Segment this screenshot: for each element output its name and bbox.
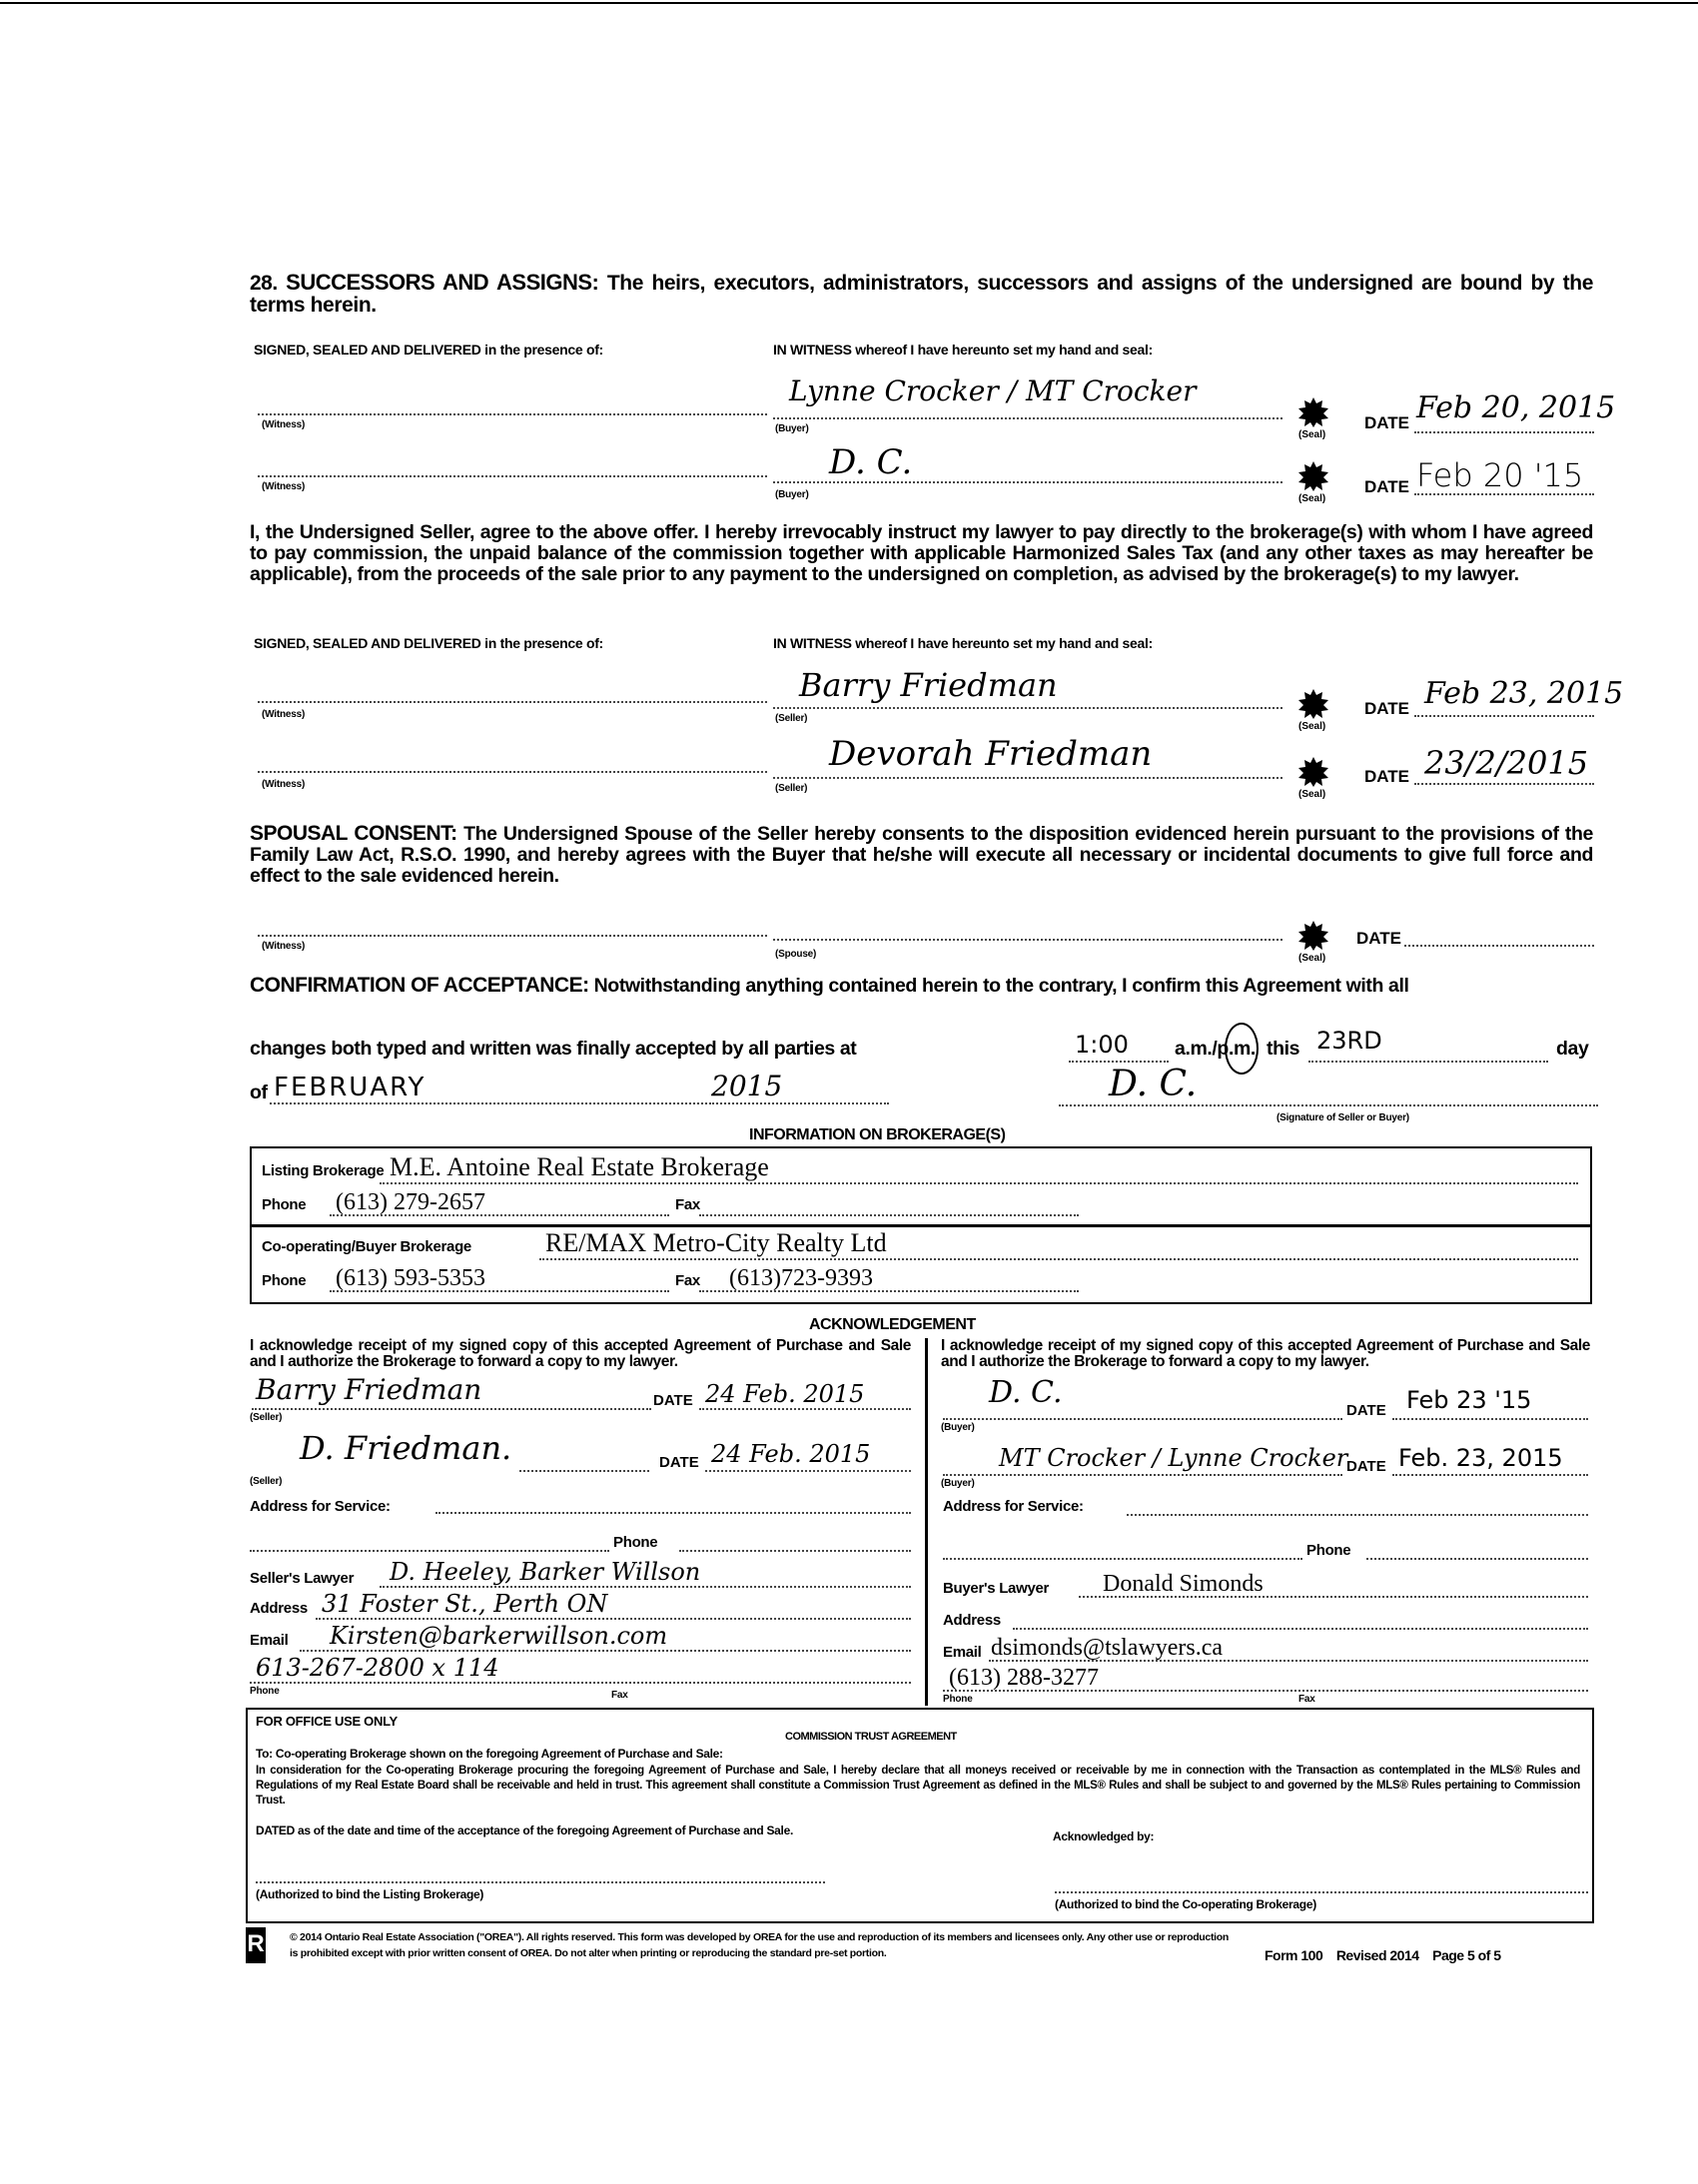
year-line[interactable] [709,1102,889,1104]
date-value: Feb 23 '15 [1406,1386,1532,1414]
buyer-lawyer-line[interactable] [1079,1596,1588,1598]
seller-lawyer-fax-label: Fax [611,1690,628,1701]
seal-icon [1298,921,1328,951]
buyer-caption: (Buyer) [775,489,809,500]
coop-phone-label: Phone [262,1272,307,1289]
date-label: DATE [653,1392,693,1409]
commission-trust-to: To: Co-operating Brokerage shown on the foregoing Agreement of Purchase and Sale: [256,1747,723,1761]
spouse-date-line[interactable] [1404,945,1594,947]
page-number: Page 5 of 5 [1432,1947,1501,1963]
listing-brokerage-line[interactable] [380,1182,1578,1184]
spousal-consent-title: SPOUSAL CONSENT: [250,822,457,845]
date-label: DATE [1364,477,1410,496]
listing-phone-label: Phone [262,1196,307,1213]
seal-icon [1298,461,1328,491]
form-number: Form 100 [1265,1947,1323,1963]
seal-caption: (Seal) [1298,721,1326,732]
commission-trust-title: COMMISSION TRUST AGREEMENT [785,1731,957,1743]
confirmation [250,975,1593,997]
buyer-lawyer-address-line[interactable] [1013,1628,1588,1630]
buyer-address-line-2[interactable] [943,1558,1302,1560]
date-line[interactable] [705,1470,911,1472]
seal-icon [1298,397,1328,427]
acceptance-year: 2015 [711,1070,783,1102]
seller-lawyer-phone-label: Phone [250,1686,280,1697]
seller-ack-signature: Barry Friedman [256,1373,482,1406]
buyer-phone-label: Phone [1306,1542,1351,1559]
spouse-signature-line[interactable] [773,939,1282,941]
this-label: this [1267,1038,1300,1060]
witness-caption: (Witness) [262,779,306,790]
date-label: DATE [1364,767,1410,786]
brokerage-info-title: INFORMATION ON BROKERAGE(S) [749,1126,1006,1143]
seller-lawyer-address-line[interactable] [316,1618,911,1620]
buyer-lawyer-phone-label: Phone [943,1694,973,1705]
ampm-label: a.m./p.m. [1175,1038,1256,1060]
acknowledgement-divider [925,1338,928,1706]
witness-line[interactable] [258,413,767,415]
seller-signature: Devorah Friedman [829,734,1153,774]
acceptance-month: FEBRUARY [274,1073,426,1102]
seller-caption: (Seller) [775,713,808,724]
seller-witness-label: IN WITNESS whereof I have hereunto set my hand and seal: [773,635,1153,651]
date-value: Feb 20, 2015 [1416,390,1616,425]
seal-caption: (Seal) [1298,493,1326,504]
seal-caption: (Seal) [1298,789,1326,800]
pm-circle-mark [1225,1023,1259,1075]
seller-address-line[interactable] [435,1512,911,1514]
coop-brokerage-line[interactable] [539,1258,1578,1260]
section-28 [250,272,1593,317]
date-value: Feb 20 '15 [1416,456,1584,494]
seller-ack-signature: D. Friedman. [300,1429,512,1467]
date-label: DATE [1364,413,1410,432]
date-value: Feb. 23, 2015 [1398,1444,1563,1472]
buyer-lawyer-value: Donald Simonds [1103,1571,1264,1597]
seller-address-line-2[interactable] [250,1550,609,1552]
section-28-title: SUCCESSORS AND ASSIGNS: [286,270,599,295]
buyer-phone-line[interactable] [1366,1558,1588,1560]
seller-phone-line[interactable] [679,1550,911,1552]
listing-phone-line[interactable] [330,1214,669,1216]
buyer-email-line[interactable] [989,1660,1588,1662]
coop-authorized-caption: (Authorized to bind the Co-operating Brokerage) [1055,1897,1316,1911]
coop-fax-label: Fax [675,1272,700,1289]
acceptance-signature-line[interactable] [1059,1104,1598,1106]
realtor-logo-letter: R [247,1930,265,1957]
listing-brokerage-value: M.E. Antoine Real Estate Brokerage [390,1152,769,1181]
acknowledgement-title: ACKNOWLEDGEMENT [809,1316,976,1333]
buyer-signature: Lynne Crocker / MT Crocker [789,374,1197,407]
witness-caption: (Witness) [262,419,306,430]
buyer-ack-signature: D. C. [989,1375,1063,1410]
seller-instruction: I, the Undersigned Seller, agree to the above offer. I hereby irrevocably instruct my lawyer to pay directly to the brokerage(s) with whom I have agreed to pay commission, the unpaid balance of the commission together with applicable Harmonized Sales Tax (and any other taxes as may hereafter be applicable), from the proceeds of the sale prior to any payment to the undersigned on completion, as advised by the brokerage(s) to my lawyer. [250,521,1593,585]
seller-signature-line[interactable] [773,707,1282,709]
date-line[interactable] [1414,431,1594,433]
buyer-caption: (Buyer) [941,1478,975,1489]
buyer-lawyer-label: Buyer's Lawyer [943,1580,1050,1597]
buyer-signature: D. C. [829,442,913,482]
date-line[interactable] [1392,1418,1588,1420]
confirmation-line2: changes both typed and written was finally accepted by all parties at [250,1038,857,1060]
seller-phone-label: Phone [613,1534,658,1551]
day-label: day [1556,1038,1589,1060]
buyer-address-label: Address for Service: [943,1498,1084,1515]
witness-caption: (Witness) [262,709,306,720]
month-line[interactable] [270,1102,707,1104]
date-label: DATE [1364,699,1410,718]
listing-authorized-caption: (Authorized to bind the Listing Brokerage) [256,1887,484,1901]
seller-presence-label: SIGNED, SEALED AND DELIVERED in the presence of: [254,635,603,651]
buyer-email-label: Email [943,1644,982,1661]
buyer-caption: (Buyer) [941,1422,975,1433]
acceptance-time: 1:00 [1075,1031,1129,1059]
coop-brokerage-label: Co-operating/Buyer Brokerage [262,1238,471,1255]
seller-signature: Barry Friedman [799,666,1058,704]
seller-lawyer-label: Seller's Lawyer [250,1570,355,1587]
spouse-caption: (Spouse) [775,949,817,960]
seal-icon [1298,689,1328,719]
section-28-text: The heirs, executors, administrators, successors and assigns of the undersigned are bound by the terms herein. [250,272,1593,317]
seller-lawyer-phone-value: 613-267-2800 x 114 [256,1654,499,1682]
buyer-ack-signature-line[interactable] [943,1418,1342,1420]
of-label: of [250,1082,268,1103]
buyer-caption: (Buyer) [775,423,809,434]
seal-icon [1298,757,1328,787]
buyer-address-line[interactable] [1127,1514,1588,1516]
buyer-presence-label: SIGNED, SEALED AND DELIVERED in the presence of: [254,342,603,358]
footer-copyright: © 2014 Ontario Real Estate Association ("OREA"). All rights reserved. This form was developed by OREA for the use and reproduction of its members and licensees only. Any other use or reproduction is prohibited except with prior written consent of OREA. Do not alter when printing or reproducing the standard pre-set portion. [290,1931,1230,1959]
buyer-lawyer-phone-line[interactable] [943,1690,1588,1692]
form-revised: Revised 2014 [1335,1947,1419,1963]
footer-form-info [1265,1947,1501,1963]
listing-phone-value: (613) 279-2657 [336,1189,485,1215]
seller-lawyer-value: D. Heeley, Barker Willson [390,1558,701,1586]
seller-signature-line[interactable] [773,777,1282,779]
buyer-email-value: dsimonds@tslawyers.ca [991,1635,1224,1661]
date-value: 23/2/2015 [1424,744,1589,782]
scan-top-border [0,2,1698,4]
office-use-label: FOR OFFICE USE ONLY [256,1714,398,1729]
spousal-consent-text: The Undersigned Spouse of the Seller hereby consents to the disposition evidenced herein pursuant to the provisions of the Family Law Act, R.S.O. 1990, and hereby agrees with the Buyer that he/she will execute all necessary or incidental documents to give full force and effect to the sale evidenced herein. [250,823,1593,887]
date-line[interactable] [699,1408,911,1410]
day-line[interactable] [1308,1061,1548,1063]
date-value: 24 Feb. 2015 [711,1440,871,1468]
seller-lawyer-line[interactable] [380,1586,911,1588]
seller-ack-text: I acknowledge receipt of my signed copy of this accepted Agreement of Purchase and Sale and I authorize the Brokerage to forward a copy to my lawyer. [250,1337,911,1370]
confirmation-title: CONFIRMATION OF ACCEPTANCE: [250,974,589,997]
realtor-logo [246,1927,266,1963]
date-value: 24 Feb. 2015 [705,1380,865,1408]
seller-email-line[interactable] [300,1650,911,1652]
spousal-consent [250,823,1593,887]
buyer-lawyer-fax-label: Fax [1298,1694,1315,1705]
witness-caption: (Witness) [262,481,306,492]
date-line[interactable] [1392,1474,1588,1476]
listing-fax-label: Fax [675,1196,700,1213]
coop-authorized-line[interactable] [1055,1891,1588,1893]
seller-caption: (Seller) [775,783,808,794]
witness-line[interactable] [258,475,767,477]
coop-phone-value: (613) 593-5353 [336,1265,485,1291]
date-label: DATE [1346,1402,1386,1419]
buyer-ack-text: I acknowledge receipt of my signed copy of this accepted Agreement of Purchase and Sale and I authorize the Brokerage to forward a copy to my lawyer. [941,1337,1590,1370]
listing-fax-line[interactable] [699,1214,1079,1216]
signature-caption: (Signature of Seller or Buyer) [1276,1112,1409,1123]
coop-phone-line[interactable] [330,1290,669,1292]
seller-lawyer-address-label: Address [250,1600,308,1617]
coop-brokerage-value: RE/MAX Metro-City Realty Ltd [545,1228,887,1257]
seller-caption: (Seller) [250,1476,283,1487]
buyer-lawyer-address-label: Address [943,1612,1001,1629]
spouse-witness-line[interactable] [258,935,767,937]
listing-authorized-line[interactable] [256,1881,825,1883]
seller-email-label: Email [250,1632,289,1649]
acceptance-signature: D. C. [1109,1064,1198,1104]
witness-line[interactable] [258,701,767,703]
section-28-number: 28. [250,272,278,295]
seller-caption: (Seller) [250,1412,283,1423]
seller-lawyer-address-value: 31 Foster St., Perth ON [322,1590,608,1618]
seal-caption: (Seal) [1298,429,1326,440]
witness-caption: (Witness) [262,941,306,952]
coop-fax-line[interactable] [699,1290,1079,1292]
date-value: Feb 23, 2015 [1424,676,1624,711]
date-label: DATE [1346,1458,1386,1475]
witness-line[interactable] [258,771,767,773]
date-label: DATE [659,1454,699,1471]
confirmation-text: Notwithstanding anything contained herein to the contrary, I confirm this Agreement with all [593,975,1409,997]
acceptance-day: 23RD [1316,1027,1382,1055]
date-line[interactable] [1414,783,1594,785]
date-label: DATE [1356,929,1402,948]
commission-trust-dated: DATED as of the date and time of the acceptance of the foregoing Agreement of Purchase and Sale. [256,1823,793,1837]
commission-trust-body: In consideration for the Co-operating Brokerage procuring the foregoing Agreement of Purchase and Sale, I hereby declare that all moneys received or receivable by me in connection with the Transaction as contemplated in the MLS® Rules and Regulations of my Real Estate Board shall be receivable and held in trust. This agreement shall constitute a Commission Trust Agreement as defined in the MLS® Rules and shall be subject to and governed by the MLS® Rules pertaining to Commission Trust. [256,1765,1580,1807]
buyer-ack-signature-line[interactable] [943,1474,1342,1476]
coop-fax-value: (613)723-9393 [729,1265,873,1291]
listing-brokerage-label: Listing Brokerage [262,1162,385,1179]
buyer-witness-label: IN WITNESS whereof I have hereunto set my hand and seal: [773,342,1153,358]
acknowledged-by-label: Acknowledged by: [1053,1829,1155,1843]
divider [250,1224,1591,1227]
buyer-lawyer-phone-value: (613) 288-3277 [949,1665,1099,1691]
seller-lawyer-phone-line[interactable] [250,1682,911,1684]
seller-ack-signature-line[interactable] [519,1470,649,1472]
buyer-ack-signature: MT Crocker / Lynne Crocker [999,1444,1348,1472]
seller-ack-signature-line[interactable] [252,1408,651,1410]
buyer-signature-line[interactable] [773,417,1282,419]
seller-email-value: Kirsten@barkerwillson.com [330,1622,668,1650]
seal-caption: (Seal) [1298,953,1326,964]
seller-address-label: Address for Service: [250,1498,391,1515]
date-line[interactable] [1414,715,1594,717]
time-line[interactable] [1069,1061,1169,1063]
